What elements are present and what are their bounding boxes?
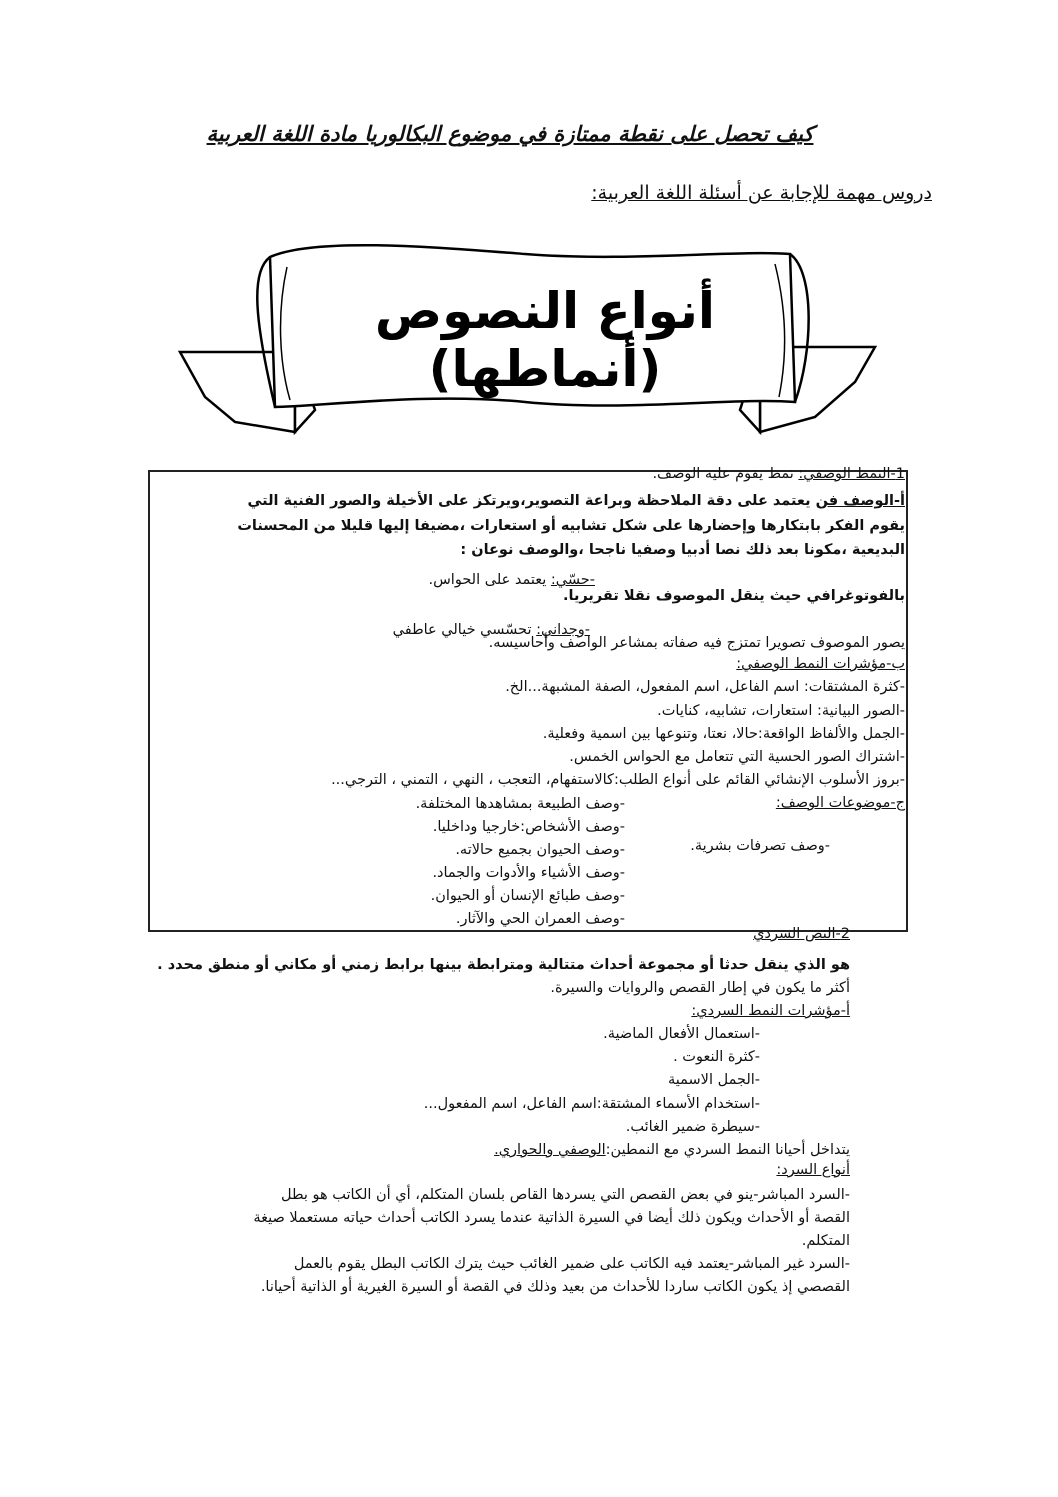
section1-topics-label: ج-موضوعات الوصف: (775, 795, 905, 811)
section2-definition-line-1: هو الذي ينقل حدثا أو مجموعة أحداث متتالية ومترابطة بينها برابط زمني أو مكاني أو منطق محدد . (157, 957, 850, 973)
topic-item: -وصف الأشخاص:خارجيا وداخليا. (432, 819, 625, 835)
indicator-item: -اشتراك الصور الحسية التي تتعامل مع الحواس الخمس. (569, 749, 905, 765)
section2-indicator-item: -كثرة النعوت . (673, 1049, 760, 1065)
section2-indicator-item: -استعمال الأفعال الماضية. (603, 1026, 760, 1042)
type-emotional-text: تحسّسي خيالي عاطفي (392, 622, 532, 638)
section1-definition-line-2: يقوم الفكر بابتكارها وإحضارها على شكل تشابيه أو استعارات ،مضيفا إليها قليلا من المحسنات (237, 518, 905, 534)
banner-title: أنواع النصوص (أنماطها) (374, 282, 716, 398)
page-subtitle: دروس مهمة للإجابة عن أسئلة اللغة العربية: (591, 182, 932, 204)
narration-type1-line: -السرد المباشر-ينو في بعض القصص التي يسردها القاص بلسان المتكلم، أي أن الكاتب هو بطل (281, 1187, 850, 1203)
section2-heading: 2-النص السردي (753, 926, 850, 942)
topic-item: -وصف العمران الحي والآثار. (455, 911, 625, 927)
type-sensory-sub: بالفوتوغرافي حيث ينقل الموصوف نقلا تقريريا. (563, 588, 905, 604)
overlap-types: الوصفي والحواري. (494, 1142, 606, 1158)
narration-type1-line: المتكلم. (801, 1233, 850, 1249)
definition-label: أ-الوصف فن (815, 493, 905, 509)
type-emotional-sub: يصور الموصوف تصويرا تمتزج فيه صفاته بمشاعر الواصف وأحاسيسه. (488, 635, 905, 651)
indicator-item: -كثرة المشتقات: اسم الفاعل، اسم المفعول، الصفة المشبهة...الخ. (505, 679, 905, 695)
topic-item: -وصف طبائع الإنسان أو الحيوان. (430, 888, 625, 904)
narration-type1-line: القصة أو الأحداث ويكون ذلك أيضا في السيرة الذاتية عندما يسرد الكاتب أحداث حياته مستعملا صيغة (253, 1210, 850, 1226)
indicator-item: -الصور البيانية: استعارات، تشابيه، كنايات. (657, 703, 905, 719)
narration-type2-line: القصصي إذ يكون الكاتب ساردا للأحداث من بعيد وذلك في القصة أو السيرة الغيرية أو الذاتية أحيانا. (260, 1279, 850, 1295)
section2-types-label: أنواع السرد: (776, 1162, 850, 1178)
section2-definition-line-2: أكثر ما يكون في إطار القصص والروايات والسيرة. (550, 980, 850, 996)
section2-overlap (380, 1140, 850, 1160)
section1-heading-rest: نمط يقوم عليه الوصف. (652, 466, 794, 482)
type-emotional-label: -وجداني: (536, 622, 590, 638)
overlap-prefix: يتداخل أحيانا النمط السردي مع النمطين: (605, 1142, 850, 1158)
section2-indicator-item: -سيطرة ضمير الغائب. (625, 1119, 760, 1135)
definition-text-1: يعتمد على دقة الملاحظة وبراعة التصوير،ويرتكز على الأخيلة والصور الفنية التي (247, 493, 811, 509)
narration-type2-line: -السرد غير المباشر-يعتمد فيه الكاتب على ضمير الغائب حيث يترك الكاتب البطل يقوم بالعمل (293, 1256, 850, 1272)
section2-indicator-item: -الجمل الاسمية (668, 1072, 760, 1088)
indicator-item: -بروز الأسلوب الإنشائي القائم على أنواع الطلب:كالاستفهام، التعجب ، النهي ، التمني ، الترجي... (331, 772, 905, 788)
type-sensory-label: -حسّي: (550, 572, 595, 588)
type-sensory-text: يعتمد على الحواس. (428, 572, 547, 588)
section2-indicators-label: أ-مؤشرات النمط السردي: (691, 1003, 850, 1019)
section1-definition-line-3: البديعية ،مكونا بعد ذلك نصا أدبيا وصفيا ناجحا ،والوصف نوعان : (460, 542, 905, 558)
topic-item: -وصف الأشياء والأدوات والجماد. (432, 865, 625, 881)
topic-side-item: -وصف تصرفات بشرية. (690, 838, 830, 854)
section1-indicators-label: ب-مؤشرات النمط الوصفي: (736, 656, 905, 672)
topic-item: -وصف الطبيعة بمشاهدها المختلفة. (415, 796, 625, 812)
section1-definition-line-1 (160, 491, 905, 511)
section1-heading (400, 464, 905, 484)
indicator-item: -الجمل والألفاظ الواقعة:حالا، نعتا، وتنوعها بين اسمية وفعلية. (542, 726, 905, 742)
page-title: كيف تحصل على نقطة ممتازة في موضوع البكالوريا مادة اللغة العربية (206, 122, 814, 146)
section1-heading-label: 1-النمط الوصفي: (798, 466, 905, 482)
topic-item: -وصف الحيوان بجميع حالاته. (455, 842, 625, 858)
section2-indicator-item: -استخدام الأسماء المشتقة:اسم الفاعل، اسم المفعول... (423, 1096, 760, 1112)
